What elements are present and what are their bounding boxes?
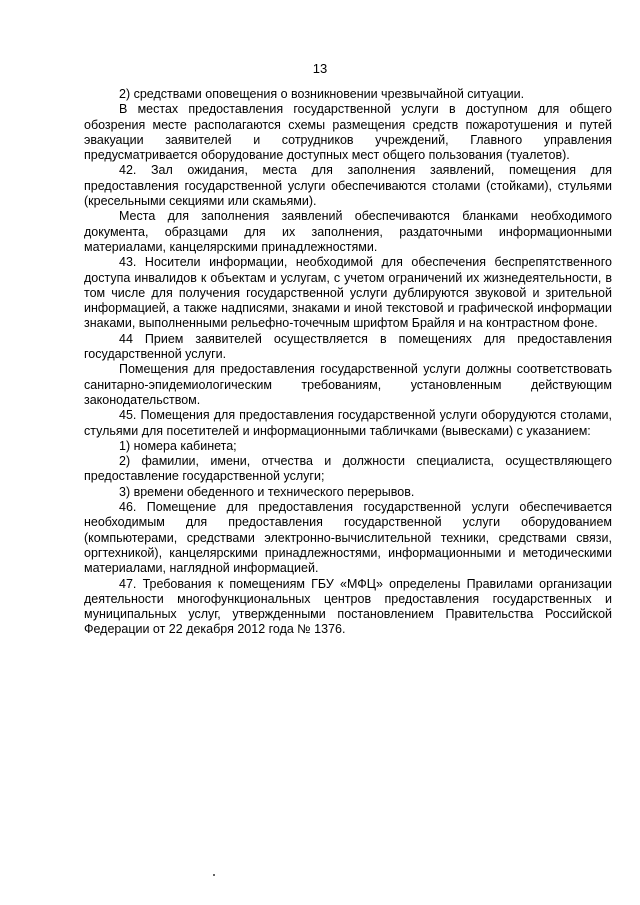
page-number: 13 (312, 61, 328, 76)
paragraph-42-waiting-hall: 42. Зал ожидания, места для заполнения заявлений, помещения для предоставления государственной услуги обеспечиваются столами (стойками), стульями (кресельными секциями или скамьями). (84, 163, 612, 209)
list-item-room-number: 1) номера кабинета; (119, 438, 237, 453)
list-item-specialist-name: 2) фамилии, имени, отчества и должности специалиста, осуществляющего предоставление государственной услуги; (84, 454, 612, 484)
paragraph-sanitary-requirements: Помещения для предоставления государственной услуги должны соответствовать санитарно-эпидемиологическим требованиям, установленным действующим законодательством. (84, 362, 612, 407)
paragraph-43-information-carriers: 43. Носители информации, необходимой для обеспечения беспрепятственного доступа инвалидов к объектам и услугам, с учетом ограничений их жизнедеятельности, в том числе для получения государственной услуги дублируются звуковой и зрительной информацией, а также надписями, знаками и иной текстовой и графической информации знаками, выполненными рельефно-точечным шрифтом Брайля и на контрастном фоне. (84, 255, 612, 331)
scan-speck (213, 874, 215, 876)
paragraph-item-2-notification: 2) средствами оповещения о возникновении чрезвычайной ситуации. (119, 87, 525, 101)
paragraph-evacuation-schemes: В местах предоставления государственной услуги в доступном для общего обозрения месте располагаются схемы размещения средств пожаротушения и путей эвакуации заявителей и сотрудников учреждений, Главного управления предусматривается оборудование доступных мест общего пользования (туалетов). (84, 102, 612, 163)
paragraph-47-mfc-requirements: 47. Требования к помещениям ГБУ «МФЦ» определены Правилами организации деятельности многофункциональных центров предоставления государственных и муниципальных услуг, утвержденными постановлением Правительства Российской Федерации от 22 декабря 2012 года № 1376. (84, 576, 612, 637)
document-body (84, 87, 612, 638)
paragraph-46-office-equipment: 46. Помещение для предоставления государственной услуги обеспечивается необходимым для предоставления государственной услуги оборудованием (компьютерами, средствами электронно-вычислительной техники, средствами связи, оргтехникой), канцелярскими принадлежностями, информационными и методическими материалами, наглядной информацией. (84, 500, 612, 576)
paragraph-application-forms: Места для заполнения заявлений обеспечиваются бланками необходимого документа, образцами для их заполнения, раздаточными информационными материалами, канцелярскими принадлежностями. (84, 209, 612, 254)
paragraph-44-reception: 44 Прием заявителей осуществляется в помещениях для предоставления государственной услуги. (84, 331, 612, 362)
paragraph-45-equipment: 45. Помещения для предоставления государственной услуги оборудуются столами, стульями для посетителей и информационными табличками (вывесками) с указанием: (84, 408, 612, 438)
list-item-break-times: 3) времени обеденного и технического перерывов. (119, 484, 415, 499)
